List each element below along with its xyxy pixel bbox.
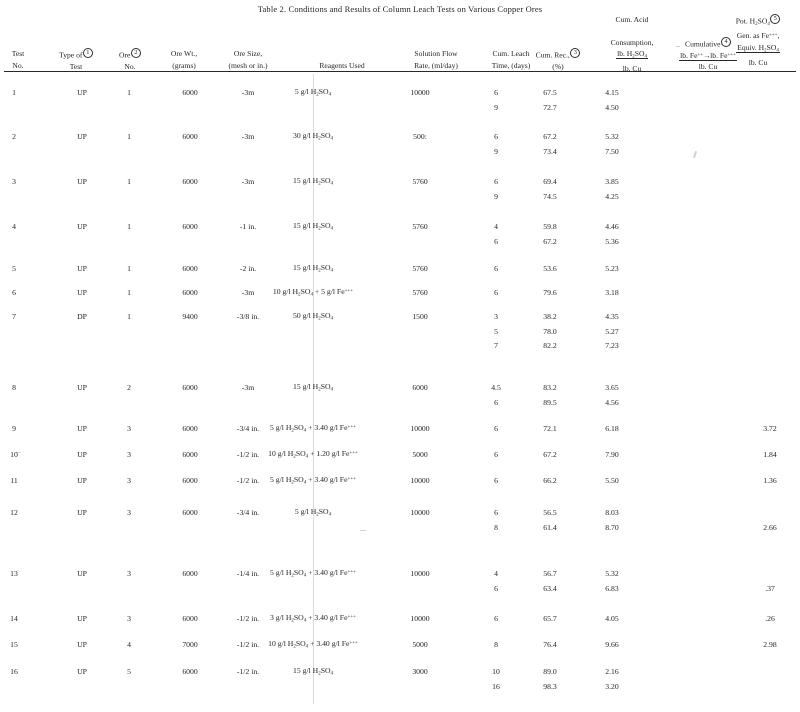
footnote-marker-5: 5 [770, 14, 780, 24]
cell-ore-size: -3/8 in. [236, 312, 260, 321]
cell-type-test: UP [77, 264, 87, 273]
cell-ore-size: -3/4 in. [236, 508, 260, 517]
cell-ore-no: 3 [127, 450, 131, 459]
cell-flow-rate: 5000 [412, 640, 428, 649]
cell-reagents-used: 15 g/l $H_2SO_4$ [292, 176, 334, 187]
cell-ore-no: 1 [127, 264, 131, 273]
cell-cum-recovery: 67.2 [543, 450, 557, 459]
cell-cum-recovery: 89.0 [543, 667, 557, 676]
column-header-cumulative-iron: Cumulative 4 lb. Fe++→lb. Fe+++ lb. Cu [640, 37, 776, 73]
cell-test-no: 13 [10, 569, 18, 578]
cell-leach-time: 7 [494, 341, 498, 350]
cell-leach-time: 6 [494, 288, 498, 297]
cell-ore-no: 1 [127, 288, 131, 297]
cell-ore-wt: 6000 [182, 424, 198, 433]
cell-acid-consumption: 5.36 [605, 236, 619, 246]
cell-ore-no: 5 [127, 667, 131, 676]
cell-leach-time: 6 [494, 476, 498, 485]
cell-acid-consumption: 3.20 [605, 681, 619, 691]
cell-leach-time: 6 [494, 424, 498, 433]
cell-ore-size: -1/2 in. [236, 614, 260, 623]
cell-ore-no: 4 [127, 640, 131, 649]
cell-acid-consumption: 4.50 [605, 102, 619, 112]
cell-leach-time: 5 [494, 326, 498, 336]
cell-acid-consumption: 7.90 [605, 450, 619, 459]
cell-acid-consumption: 4.25 [605, 191, 619, 201]
cell-type-test: UP [77, 288, 87, 297]
cell-cum-recovery: 66.2 [543, 476, 557, 485]
cell-ore-wt: 6000 [182, 569, 198, 578]
cell-reagents-used: 50 g/l $H_2SO_4$ [292, 311, 334, 322]
cell-ore-wt: 9400 [182, 312, 198, 321]
cell-type-test: UP [77, 476, 87, 485]
cell-flow-rate: 10000 [410, 88, 430, 97]
cell-ore-wt: 7000 [182, 640, 198, 649]
cell-ore-no: 1 [127, 88, 131, 97]
column-header-acid-consumption: Cum. Acid Consumption, lb. $H_2SO_4$ lb. Cu [578, 14, 686, 74]
cell-type-test: UP [77, 88, 87, 97]
cell-ore-no: 3 [127, 569, 131, 578]
cell-ore-wt: 6000 [182, 667, 198, 676]
cell-ore-no: 2 [127, 383, 131, 392]
cell-reagents-used: 10 g/l $H_2SO_4 + 1.20$ g/l Fe+++ [268, 449, 358, 460]
table-title: Table 2. Conditions and Results of Column Leach Tests on Various Copper Ores [257, 4, 543, 14]
cell-flow-rate: 10000 [410, 614, 430, 623]
footnote-marker-1: 1 [83, 48, 93, 58]
cell-ore-no: 1 [127, 312, 131, 321]
column-header-ore-weight: Ore Wt., (grams) [170, 49, 198, 70]
cell-reagents-used: 10 g/l $H_2SO_4 + 5$ g/l Fe+++ [272, 287, 354, 298]
cell-cum-recovery: 56.5 [543, 508, 557, 517]
cell-test-no: 1 [12, 88, 16, 97]
cell-type-test: UP [77, 450, 87, 459]
cell-leach-time: 4 [494, 222, 498, 231]
cell-leach-time: 10 [492, 667, 500, 676]
cell-flow-rate: 5760 [412, 222, 428, 231]
cell-flow-rate: 500: [413, 132, 427, 141]
cell-test-no: 16 [10, 667, 18, 676]
cell-acid-consumption: 9.66 [605, 640, 619, 649]
cell-cum-recovery: 59.8 [543, 222, 557, 231]
cell-acid-consumption: 5.32 [605, 132, 619, 141]
cell-test-no: 9 [12, 424, 16, 433]
cell-reagents-used: 30 g/l $H_2SO_4$ [292, 131, 334, 142]
cell-test-no: 2 [12, 132, 16, 141]
cell-reagents-used: 5 g/l $H_2SO_4$ [294, 507, 332, 518]
cell-leach-time: 8 [494, 522, 498, 532]
cell-ore-size: -2 in. [239, 264, 257, 273]
scan-speck [693, 151, 697, 158]
cell-reagents-used: 3 g/l $H_2SO_4 + 3.40$ g/l Fe+++ [270, 613, 356, 624]
cell-acid-consumption: 4.05 [605, 614, 619, 623]
cell-type-test: UP [77, 383, 87, 392]
cell-type-test: UP [77, 222, 87, 231]
cell-acid-consumption: 5.50 [605, 476, 619, 485]
cell-potential-h2so4: 2.98 [763, 640, 777, 649]
cell-cum-recovery: 67.2 [543, 132, 557, 141]
cell-cum-recovery: 79.6 [543, 288, 557, 297]
column-header-ore-no: Ore 2 No. [108, 48, 152, 73]
cell-cum-recovery: 61.4 [543, 522, 557, 532]
cell-cum-recovery: 67.2 [543, 236, 557, 246]
cell-leach-time: 6 [494, 264, 498, 273]
potential-h2so4-fraction: Equiv. $H_2SO_4$ [737, 42, 779, 54]
cell-type-test: DP [77, 312, 87, 321]
cell-flow-rate: 10000 [410, 476, 430, 485]
cell-test-no: 15 [10, 640, 18, 649]
cell-acid-consumption: 2.16 [605, 667, 619, 676]
cell-leach-time: 9 [494, 102, 498, 112]
cell-ore-no: 3 [127, 614, 131, 623]
cell-ore-no: 3 [127, 476, 131, 485]
cell-test-no: 10 [10, 450, 18, 459]
cell-acid-consumption: 4.15 [605, 88, 619, 97]
cell-ore-wt: 6000 [182, 177, 198, 186]
cell-flow-rate: 10000 [410, 569, 430, 578]
cell-type-test: UP [77, 614, 87, 623]
cell-acid-consumption: 6.83 [605, 583, 619, 593]
cell-ore-size: -1/2 in. [236, 450, 260, 459]
cell-acid-consumption: 3.85 [605, 177, 619, 186]
cell-test-no: 5 [12, 264, 16, 273]
cell-ore-wt: 6000 [182, 222, 198, 231]
cell-cum-recovery: 53.6 [543, 264, 557, 273]
footnote-marker-2: 2 [131, 48, 141, 58]
column-header-test-no: Test No. [11, 49, 25, 70]
column-header-potential-h2so4: Pot. $H_2SO_45$ Gen. as Fe+++, Equiv. $H_2SO_4$ lb. Cu [716, 14, 800, 68]
cell-test-no: 4 [12, 222, 16, 231]
cell-acid-consumption: 3.65 [605, 383, 619, 392]
cell-test-no: 11 [10, 476, 18, 485]
column-header-solution-flow-rate: Solution Flow Rate, (ml/day) [414, 49, 458, 70]
cell-leach-time: 6 [494, 508, 498, 517]
cell-potential-h2so4: 1.36 [763, 476, 777, 485]
cell-ore-size: -3m [241, 383, 255, 392]
cell-leach-time: 6 [494, 132, 498, 141]
column-header-cum-leach-time: Cum. Leach Time, (days) [491, 49, 531, 70]
cell-reagents-used: 10 g/l $H_2SO_4 + 3.40$ g/l Fe+++ [268, 639, 358, 650]
cell-ore-size: -3m [241, 132, 255, 141]
cell-flow-rate: 1500 [412, 312, 428, 321]
cell-flow-rate: 5760 [412, 264, 428, 273]
footnote-marker-3: 3 [570, 48, 580, 58]
cell-ore-wt: 6000 [182, 450, 198, 459]
cell-ore-no: 1 [127, 222, 131, 231]
cell-leach-time: 6 [494, 88, 498, 97]
cell-ore-size: -3m [241, 288, 255, 297]
scan-speck [360, 530, 366, 531]
cell-leach-time: 9 [494, 191, 498, 201]
cell-acid-consumption: 6.18 [605, 424, 619, 433]
cell-leach-time: 16 [492, 681, 500, 691]
cell-acid-consumption: 8.03 [605, 508, 619, 517]
cell-leach-time: 8 [494, 640, 498, 649]
cell-test-no: 12 [10, 508, 18, 517]
cell-type-test: UP [77, 667, 87, 676]
cell-acid-consumption: 5.23 [605, 264, 619, 273]
cell-cum-recovery: 89.5 [543, 397, 557, 407]
cell-cum-recovery: 98.3 [543, 681, 557, 691]
cell-test-no: 7 [12, 312, 16, 321]
cell-leach-time: 6 [494, 177, 498, 186]
cell-type-test: UP [77, 177, 87, 186]
cell-reagents-used: 5 g/l $H_2SO_4 + 3.40$ g/l Fe+++ [270, 423, 356, 434]
cell-ore-no: 1 [127, 177, 131, 186]
cell-reagents-used: 15 g/l $H_2SO_4$ [292, 263, 334, 274]
cell-cum-recovery: 67.5 [543, 88, 557, 97]
cell-acid-consumption: 4.46 [605, 222, 619, 231]
cell-cum-recovery: 65.7 [543, 614, 557, 623]
cell-test-no: 14 [10, 614, 18, 623]
cell-leach-time: 6 [494, 450, 498, 459]
cell-reagents-used: 5 g/l $H_2SO_4 + 3.40$ g/l Fe+++ [270, 568, 356, 579]
cell-acid-consumption: 5.27 [605, 326, 619, 336]
cell-acid-consumption: 8.70 [605, 522, 619, 532]
cell-potential-h2so4: .37 [765, 583, 775, 593]
cell-leach-time: 3 [494, 312, 498, 321]
cell-cum-recovery: 69.4 [543, 177, 557, 186]
cell-flow-rate: 5760 [412, 177, 428, 186]
cell-ore-size: -1/2 in. [236, 476, 260, 485]
cell-ore-size: -1/2 in. [236, 640, 260, 649]
cell-ore-wt: 6000 [182, 508, 198, 517]
footnote-marker-4: 4 [721, 37, 731, 47]
cell-reagents-used: 5 g/l $H_2SO_4$ [294, 87, 332, 98]
cell-potential-h2so4: 1.84 [763, 450, 777, 459]
cell-potential-h2so4: 3.72 [763, 424, 777, 433]
cumulative-iron-fraction: lb. Fe++→lb. Fe+++ [680, 50, 736, 60]
cell-cum-recovery: 82.2 [543, 341, 557, 350]
cell-flow-rate: 3000 [412, 667, 428, 676]
cell-ore-wt: 6000 [182, 476, 198, 485]
cell-ore-size: -1/2 in. [236, 667, 260, 676]
cell-type-test: UP [77, 640, 87, 649]
cell-flow-rate: 6000 [412, 383, 428, 392]
cell-ore-size: -3/4 in. [236, 424, 260, 433]
cell-cum-recovery: 63.4 [543, 583, 557, 593]
cell-cum-recovery: 56.7 [543, 569, 557, 578]
cell-reagents-used: 5 g/l $H_2SO_4 + 3.40$ g/l Fe+++ [270, 475, 356, 486]
cell-test-no: 8 [12, 383, 16, 392]
cell-flow-rate: 10000 [410, 424, 430, 433]
column-header-type-of-test: Type of 1 Test [48, 48, 104, 73]
cell-acid-consumption: 7.23 [605, 341, 619, 350]
cell-ore-wt: 6000 [182, 288, 198, 297]
cell-cum-recovery: 76.4 [543, 640, 557, 649]
cell-leach-time: 4 [494, 569, 498, 578]
cell-test-no: 3 [12, 177, 16, 186]
cell-flow-rate: 5000 [412, 450, 428, 459]
cell-flow-rate: 5760 [412, 288, 428, 297]
cell-cum-recovery: 73.4 [543, 146, 557, 156]
cell-potential-h2so4: .26 [765, 614, 775, 623]
cell-leach-time: 6 [494, 236, 498, 246]
cell-type-test: UP [77, 508, 87, 517]
cell-ore-wt: 6000 [182, 614, 198, 623]
cell-flow-rate: 10000 [410, 508, 430, 517]
cell-ore-no: 3 [127, 508, 131, 517]
cell-ore-size: -1/4 in. [236, 569, 260, 578]
cell-leach-time: 6 [494, 583, 498, 593]
cell-cum-recovery: 72.7 [543, 102, 557, 112]
column-header-ore-size: Ore Size, (mesh or in.) [228, 49, 268, 70]
cell-leach-time: 6 [494, 397, 498, 407]
cell-acid-consumption: 4.35 [605, 312, 619, 321]
cell-reagents-used: 15 g/l $H_2SO_4$ [292, 382, 334, 393]
cell-acid-consumption: 4.56 [605, 397, 619, 407]
cell-ore-wt: 6000 [182, 383, 198, 392]
cell-cum-recovery: 72.1 [543, 424, 557, 433]
cell-ore-no: 1 [127, 132, 131, 141]
cell-test-no: 6 [12, 288, 16, 297]
cell-type-test: UP [77, 132, 87, 141]
cell-cum-recovery: 83.2 [543, 383, 557, 392]
cell-reagents-used: 15 g/l $H_2SO_4$ [292, 221, 334, 232]
cell-leach-time: 6 [494, 614, 498, 623]
cell-leach-time: 4.5 [491, 383, 501, 392]
cell-cum-recovery: 74.5 [543, 191, 557, 201]
column-header-cum-recovery: Cum. Rec., 3 (%) [520, 48, 596, 73]
cell-type-test: UP [77, 569, 87, 578]
cell-reagents-used: 15 g/l $H_2SO_4$ [292, 666, 334, 677]
cell-potential-h2so4: 2.66 [763, 522, 777, 532]
cell-type-test: UP [77, 424, 87, 433]
cell-ore-wt: 6000 [182, 264, 198, 273]
cell-ore-no: 3 [127, 424, 131, 433]
cell-acid-consumption: 5.32 [605, 569, 619, 578]
cell-ore-wt: 6000 [182, 132, 198, 141]
cell-ore-wt: 6000 [182, 88, 198, 97]
acid-consumption-fraction: lb. $H_2SO_4$ [617, 49, 647, 60]
cell-acid-consumption: 7.50 [605, 146, 619, 156]
cell-cum-recovery: 38.2 [543, 312, 557, 321]
cell-ore-size: -3m [241, 88, 255, 97]
cell-ore-size: -3m [241, 177, 255, 186]
column-header-reagents-used: Reagents Used [319, 60, 365, 70]
cell-leach-time: 9 [494, 146, 498, 156]
cell-cum-recovery: 78.0 [543, 326, 557, 336]
cell-acid-consumption: 3.18 [605, 288, 619, 297]
cell-ore-size: -1 in. [239, 222, 257, 231]
